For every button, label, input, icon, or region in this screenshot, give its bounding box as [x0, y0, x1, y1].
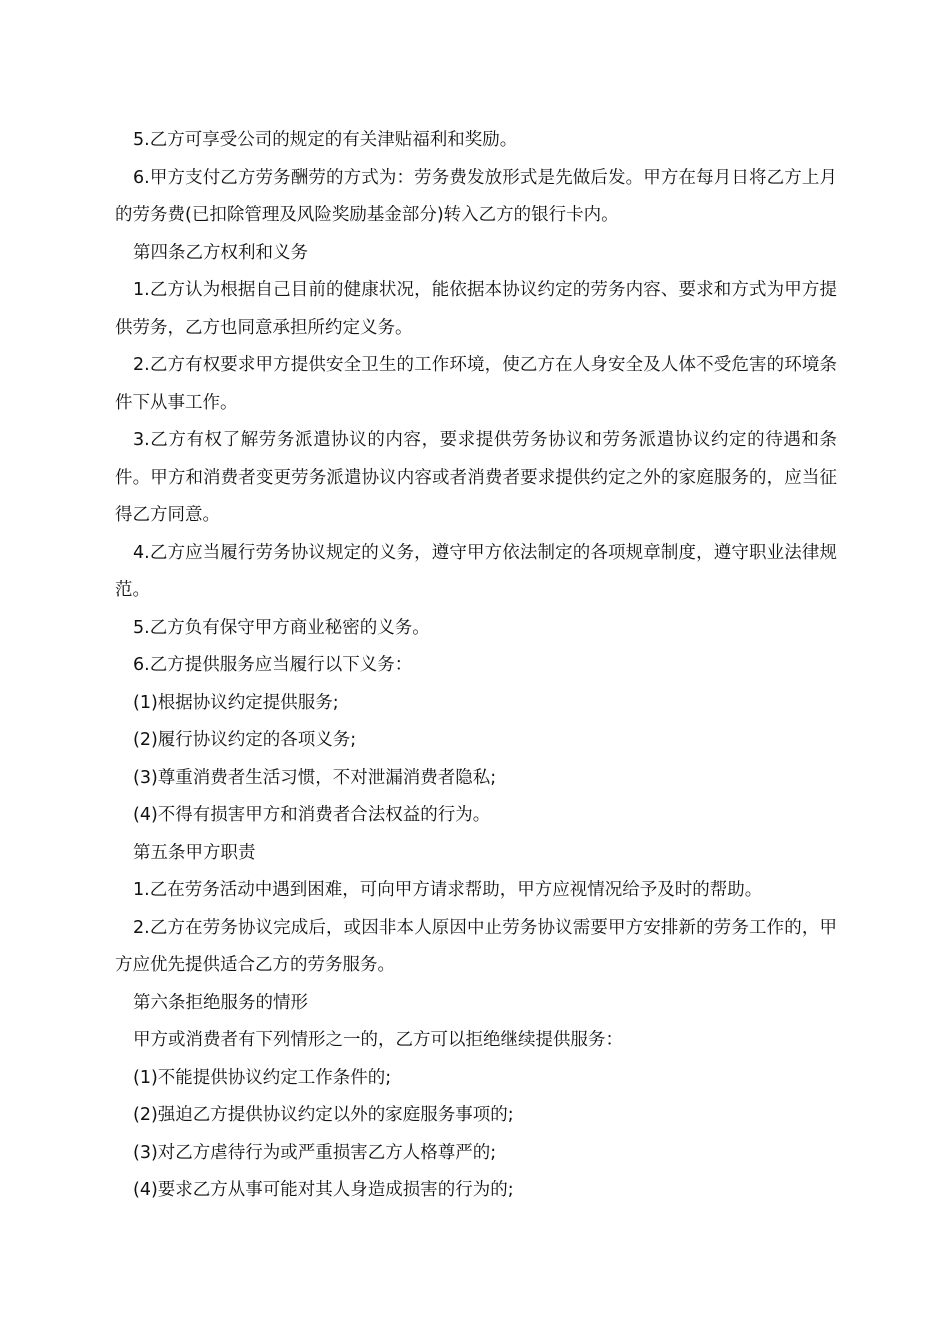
list-item-duty-1: (1)根据协议约定提供服务; — [133, 692, 339, 713]
paragraph-dispatch-agreement: 3.乙方有权了解劳务派遣协议的内容，要求提供劳务协议和劳务派遣协议约定的待遇和条件。甲方和消费者变更劳务派遣协议内容或者消费者要求提供约定之外的家庭服务的，应当征得乙方同意。 — [115, 430, 837, 525]
paragraph-safe-environment: 2.乙方有权要求甲方提供安全卫生的工作环境，使乙方在人身安全及人体不受危害的环境条件下从事工作。 — [115, 355, 837, 413]
list-item-duty-4: (4)不得有损害甲方和消费者合法权益的行为。 — [133, 805, 491, 825]
paragraph-allowance: 5.乙方可享受公司的规定的有关津贴福利和奖励。 — [133, 130, 518, 150]
section-heading-article-6: 第六条拒绝服务的情形 — [133, 992, 308, 1013]
paragraph-payment-method: 6.甲方支付乙方劳务酬劳的方式为：劳务费发放形式是先做后发。甲方在每月日将乙方上月的劳务费(已扣除管理及风险奖励基金部分)转入乙方的银行卡内。 — [115, 167, 837, 225]
paragraph-health-consent: 1.乙方认为根据自己目前的健康状况，能依据本协议约定的劳务内容、要求和方式为甲方提供劳务，乙方也同意承担所约定义务。 — [115, 280, 837, 338]
list-item-refusal-1: (1)不能提供协议约定工作条件的; — [133, 1067, 392, 1088]
document-body — [115, 122, 837, 1210]
list-item-refusal-2: (2)强迫乙方提供协议约定以外的家庭服务事项的; — [133, 1105, 514, 1125]
paragraph-assistance: 1.乙在劳务活动中遇到困难，可向甲方请求帮助，甲方应视情况给予及时的帮助。 — [133, 880, 763, 900]
list-item-refusal-4: (4)要求乙方从事可能对其人身造成损害的行为的; — [133, 1180, 514, 1200]
section-heading-article-5: 第五条甲方职责 — [133, 842, 256, 863]
paragraph-refusal-intro: 甲方或消费者有下列情形之一的，乙方可以拒绝继续提供服务： — [133, 1030, 623, 1050]
list-item-duty-3: (3)尊重消费者生活习惯，不对泄漏消费者隐私; — [133, 767, 497, 788]
list-item-duty-2: (2)履行协议约定的各项义务; — [133, 730, 357, 750]
paragraph-confidentiality: 5.乙方负有保守甲方商业秘密的义务。 — [133, 617, 430, 638]
paragraph-service-duties: 6.乙方提供服务应当履行以下义务： — [133, 655, 413, 675]
paragraph-priority-placement: 2.乙方在劳务协议完成后，或因非本人原因中止劳务协议需要甲方安排新的劳务工作的，甲方应优先提供适合乙方的劳务服务。 — [115, 917, 837, 975]
paragraph-obligations: 4.乙方应当履行劳务协议规定的义务，遵守甲方依法制定的各项规章制度，遵守职业法律规范。 — [115, 542, 837, 600]
list-item-refusal-3: (3)对乙方虐待行为或严重损害乙方人格尊严的; — [133, 1142, 497, 1163]
section-heading-article-4: 第四条乙方权利和义务 — [133, 242, 308, 263]
